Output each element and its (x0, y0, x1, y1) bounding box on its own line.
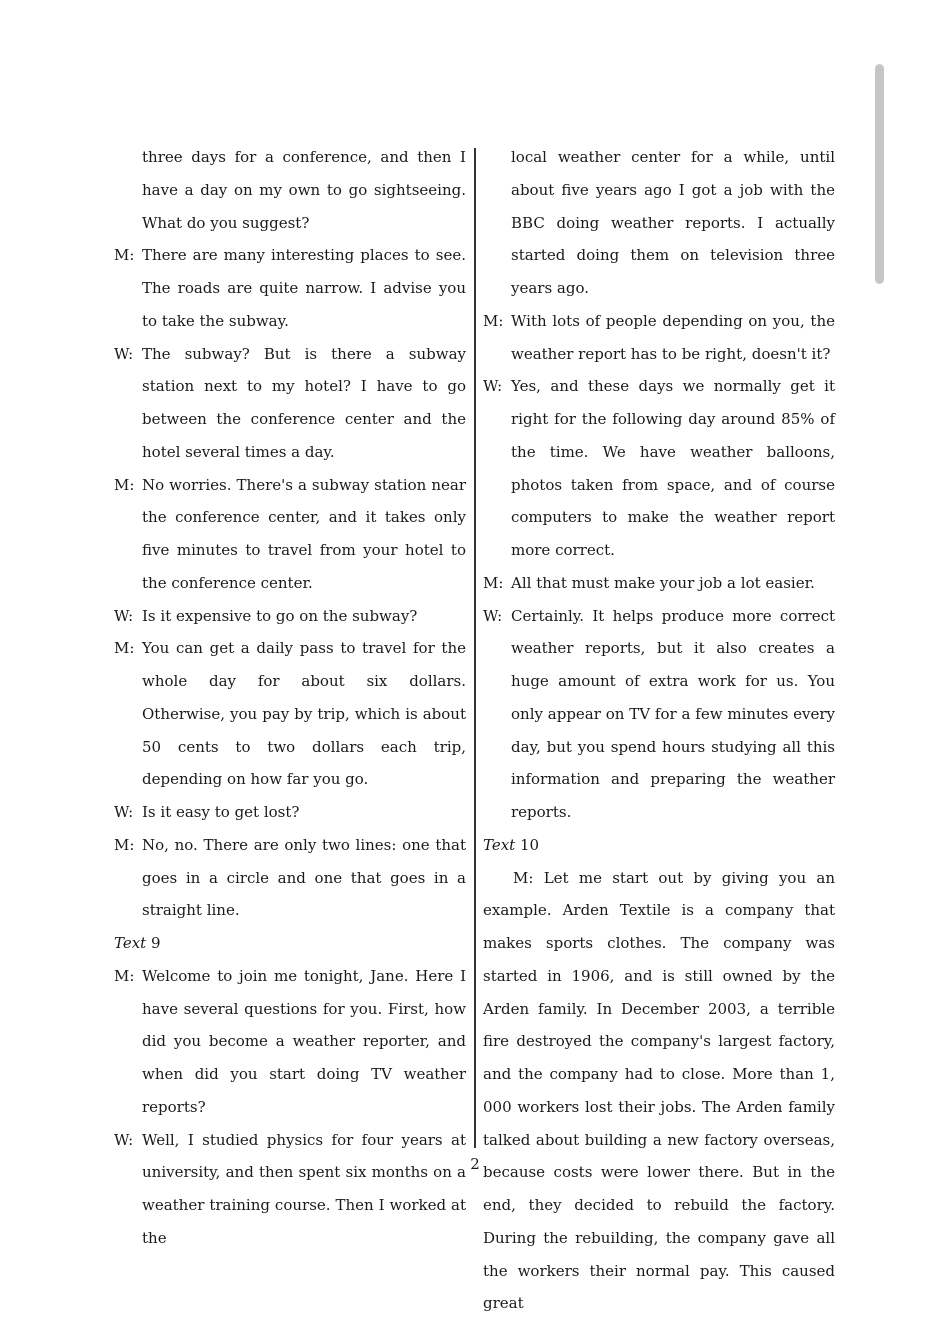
turn-text: There are many interesting places to see. The roads are quite narrow. I advise you to take the subway. (142, 246, 466, 330)
turn-text: All that must make your job a lot easier. (511, 573, 815, 592)
dialogue-turn (114, 1124, 466, 1255)
speaker-label: M: (114, 835, 135, 854)
heading-label: Text (114, 934, 147, 952)
speaker-label: M: (483, 311, 504, 330)
monologue-passage: M: Let me start out by giving you an example. Arden Textile is a company that makes sports clothes. The company was started in 1906, and is still owned by the Arden family. In December 2003, a terrible fire destroyed the company's largest factory, and the company had to close. More than 1, 000 workers lost their jobs. The Arden family talked about building a new factory overseas, because costs were lower there. But in the end, they decided to rebuild the factory. During the rebuilding, the company gave all the workers their normal pay. This caused great (483, 868, 835, 1313)
speaker-label: W: (483, 606, 503, 625)
dialogue-turn (483, 305, 835, 371)
right-column (483, 141, 835, 1320)
dialogue-turn (114, 632, 466, 796)
turn-text: With lots of people depending on you, the weather report has to be right, doesn't it? (511, 311, 835, 363)
turn-text: The subway? But is there a subway station next to my hotel? I have to go between the conference center and the hotel several times a day. (142, 344, 466, 461)
speaker-label: W: (114, 606, 134, 625)
dialogue-turn (114, 960, 466, 1124)
dialogue-turn (114, 600, 466, 633)
dialogue-turn (114, 796, 466, 829)
heading-number: 9 (151, 934, 161, 952)
dialogue-turn (114, 239, 466, 337)
section-heading-text-10 (483, 829, 835, 862)
speaker-label: M: (483, 573, 504, 592)
dialogue-turn (114, 829, 466, 927)
dialogue-turn (483, 370, 835, 567)
turn-text: No, no. There are only two lines: one that goes in a circle and one that goes in a straight line. (142, 835, 466, 920)
right-fragment: local weather center for a while, until about five years ago I got a job with the BBC doing weather reports. I actually started doing them on television three years ago. (511, 148, 835, 297)
left-fragment: three days for a conference, and then I have a day on my own to go sightseeing. What do you suggest? (142, 148, 466, 232)
column-divider (474, 148, 476, 1148)
turn-text: Yes, and these days we normally get it right for the following day around 85% of the time. We have weather balloons, photos taken from space, and of course computers to make the weather report more correct. (511, 377, 835, 559)
speaker-label: W: (114, 344, 134, 363)
heading-number: 10 (520, 835, 540, 854)
dialogue-turn (483, 567, 835, 600)
dialogue-turn (483, 600, 835, 829)
turn-text: Welcome to join me tonight, Jane. Here I have several questions for you. First, how did you become a weather reporter, and when did you start doing TV weather reports? (142, 966, 466, 1116)
heading-label: Text (483, 835, 516, 854)
turn-text: Well, I studied physics for four years at university, and then spent six months on a weather training course. Then I worked at the (142, 1130, 466, 1247)
turn-text: Certainly. It helps produce more correct weather reports, but it also creates a huge amount of extra work for us. You only appear on TV for a few minutes every day, but you spend hours studying all this information and preparing the weather reports. (511, 606, 835, 821)
speaker-label: W: (483, 377, 503, 396)
scrollbar-thumb[interactable] (875, 64, 884, 284)
section-heading-text-9 (114, 927, 466, 960)
speaker-label: W: (114, 803, 134, 821)
turn-text: You can get a daily pass to travel for the whole day for about six dollars. Otherwise, you pay by trip, which is about 50 cents to two dollars each trip, depending on how far you go. (142, 639, 466, 789)
speaker-label: M: (114, 639, 135, 658)
speaker-label: M: (114, 966, 135, 985)
dialogue-turn (114, 338, 466, 469)
speaker-label: M: (114, 246, 135, 265)
left-column (114, 141, 466, 1255)
page-number: 2 (470, 1155, 480, 1173)
turn-text: Is it easy to get lost? (142, 803, 300, 821)
speaker-label: W: (114, 1130, 134, 1149)
turn-text: No worries. There's a subway station near the conference center, and it takes only five minutes to travel from your hotel to the conference center. (142, 475, 466, 592)
speaker-label: M: (114, 475, 135, 494)
turn-text: Is it expensive to go on the subway? (142, 606, 418, 625)
dialogue-turn (114, 469, 466, 600)
